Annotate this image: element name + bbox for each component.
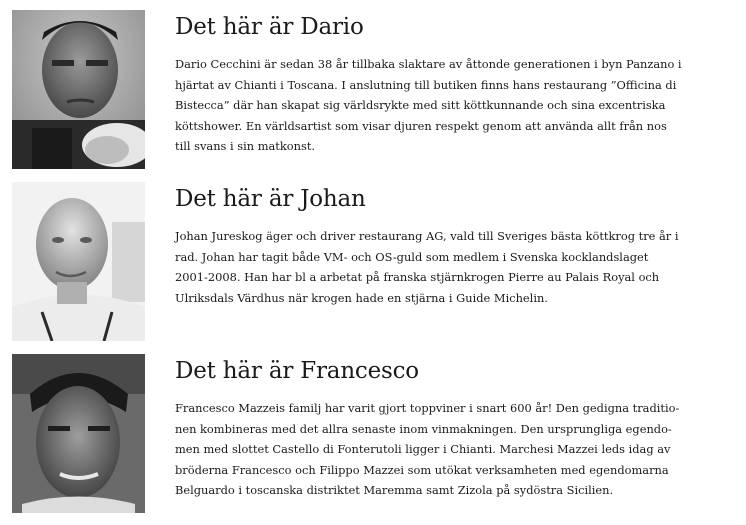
profile-heading: Det här är Francesco [175, 358, 419, 384]
bio-line: till svans i sin matkonst. [175, 139, 316, 153]
bio-line: rad. Johan har tagit både VM- och OS-guld som medlem i Svenska kocklandslaget [175, 249, 649, 264]
profile-bio [175, 54, 720, 157]
profile-johan [0, 182, 746, 342]
bio-line: Dario Cecchini är sedan 38 år tillbaka slaktare av åttonde generationen i byn Panzano i [175, 57, 682, 71]
bio-line: Ulriksdals Värdhus när krogen hade en stjärna i Guide Michelin. [175, 290, 548, 305]
bio-line: köttshower. En världsartist som visar djuren respekt genom att använda allt från nos [175, 118, 667, 133]
profile-heading: Det här är Dario [175, 14, 364, 40]
portrait-photo-johan [12, 182, 145, 341]
portrait-photo-dario [12, 10, 145, 169]
portrait-image [12, 354, 145, 513]
portrait-image [12, 182, 145, 341]
profile-dario [0, 10, 746, 170]
profile-heading: Det här är Johan [175, 186, 366, 212]
bio-line: hjärtat av Chianti i Toscana. I anslutning till butiken finns hans restaurang ”Officina di [175, 77, 677, 92]
portrait-photo-francesco [12, 354, 145, 513]
bio-line: Johan Jureskog äger och driver restaurang AG, vald till Sveriges bästa köttkrog tre år i [175, 229, 679, 243]
bio-line: Belguardo i toscanska distriktet Maremma samt Zizola på sydöstra Sicilien. [175, 483, 614, 497]
bio-line: 2001-2008. Han har bl a arbetat på franska stjärnkrogen Pierre au Palais Royal och [175, 270, 660, 284]
bio-line: men med slottet Castello di Fonterutoli ligger i Chianti. Marchesi Mazzei leds idag av [175, 442, 671, 456]
bio-line: Bistecca” där han skapat sig världsrykte med sitt köttkunnande och sina excentriska [175, 98, 666, 112]
bio-line: bröderna Francesco och Filippo Mazzei som utökat verksamheten med egendomarna [175, 462, 669, 477]
bio-line: Francesco Mazzeis familj har varit gjort toppviner i snart 600 år! Den gedigna traditio- [175, 401, 680, 415]
bio-line: nen kombineras med det allra senaste inom vinmakningen. Den ursprungliga egendo- [175, 421, 672, 436]
portrait-image [12, 10, 145, 169]
profile-bio [175, 226, 720, 308]
profile-francesco [0, 354, 746, 514]
profile-bio [175, 398, 720, 501]
